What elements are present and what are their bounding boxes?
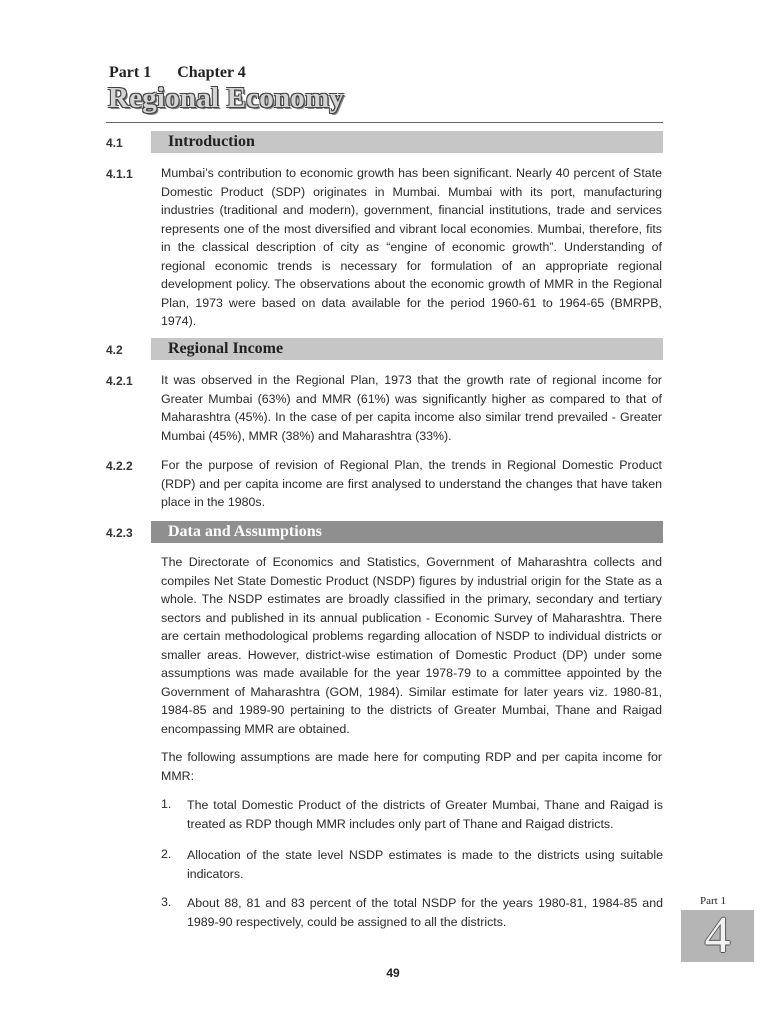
paragraph-number: 4.1.1 [106, 167, 133, 181]
list-item: The total Domestic Product of the districts of Greater Mumbai, Thane and Raigad is treated as RDP though MMR includes only part of Thane and Raigad districts. [187, 798, 663, 831]
part-label: Part 1 [109, 64, 152, 81]
list-item: About 88, 81 and 83 percent of the total NSDP for the years 1980-81, 1984-85 and 1989-90 respectively, could be assigned to all the districts. [187, 896, 663, 929]
paragraph-text: Mumbai’s contribution to economic growth has been significant. Nearly 40 percent of State Domestic Product (SDP) originates in Mumbai. Mumbai with its port, manufacturing industries (traditional and modern), government, financial institutions, trade and services represents one of the most diversified and vibrant local economies. Mumbai, therefore, fits in the classical description of city as “engine of economic growth”. Understanding of regional economic trends is necessary for formulation of an appropriate regional development policy. The observations about the economic growth of MMR in the Regional Plan, 1973 were based on data available for the period 1960-61 to 1964-65 (BMRPB, 1974). [161, 166, 662, 328]
section-number: 4.2 [106, 343, 123, 357]
list-item: Allocation of the state level NSDP estimates is made to the districts using suitable indicators. [187, 848, 663, 881]
paragraph-text: The following assumptions are made here for computing RDP and per capita income for MMR: [161, 750, 662, 783]
section-heading-data-assumptions: Data and Assumptions [151, 521, 663, 543]
section-heading-introduction: Introduction [151, 131, 663, 153]
chapter-label: Chapter 4 [177, 64, 246, 81]
list-item-number: 3. [161, 895, 172, 909]
section-heading-regional-income: Regional Income [151, 338, 663, 360]
list-item-number: 1. [161, 797, 172, 811]
header-part-chapter [109, 64, 246, 82]
chapter-tab-part: Part 1 [700, 895, 726, 907]
paragraph-text: The Directorate of Economics and Statistics, Government of Maharashtra collects and compiles Net State Domestic Product (NSDP) figures by industrial origin for the State as a whole. The NSDP estimates are broadly classified in the primary, secondary and tertiary sectors and published in its annual publication - Economic Survey of Maharashtra. There are certain methodological problems regarding allocation of NSDP to individual districts or smaller areas. However, district-wise estimation of Domestic Product (DP) under some assumptions was made available for the year 1978-79 to a committee appointed by the Government of Maharashtra (GOM, 1984). Similar estimate for later years viz. 1980-81, 1984-85 and 1989-90 pertaining to the districts of Greater Mumbai, Thane and Raigad encompassing MMR are obtained. [161, 555, 662, 736]
paragraph-number: 4.2.1 [106, 374, 133, 388]
paragraph-text: For the purpose of revision of Regional Plan, the trends in Regional Domestic Product (RDP) and per capita income are first analysed to understand the changes that have taken place in the 1980s. [161, 458, 662, 509]
list-item-number: 2. [161, 847, 172, 861]
page-number: 49 [386, 966, 400, 980]
title-divider [106, 122, 663, 123]
section-number: 4.1 [106, 136, 123, 150]
paragraph-number: 4.2.2 [106, 459, 133, 473]
page-title: Regional Economy [108, 82, 345, 114]
paragraph-text: It was observed in the Regional Plan, 1973 that the growth rate of regional income for Greater Mumbai (63%) and MMR (61%) was significantly higher as compared to that of Maharashtra (45%). In the case of per capita income also similar trend prevailed - Greater Mumbai (45%), MMR (38%) and Maharashtra (33%). [161, 373, 662, 443]
section-number: 4.2.3 [106, 526, 133, 540]
chapter-tab-number: 4 [681, 910, 754, 962]
